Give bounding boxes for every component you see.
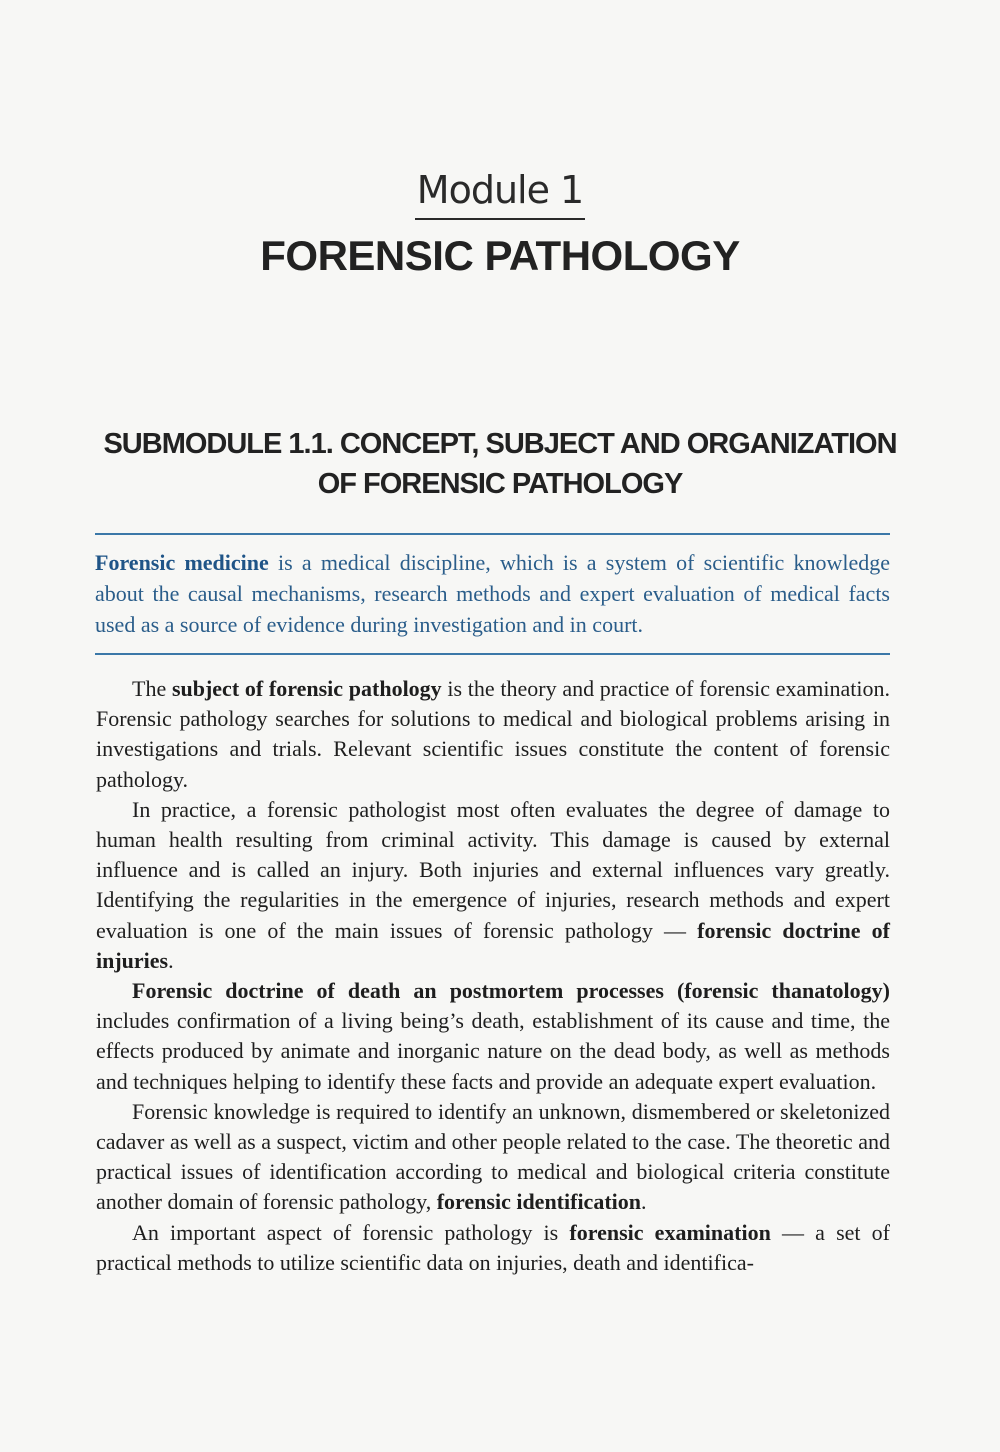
- definition-box: [95, 533, 890, 655]
- p3-post: includes confirmation of a living being’s death, establishment of its cause and time, the effects produced by animate and inorganic nature on the dead body, as well as methods and techniques helping to identify these facts and provide an adequate expert evaluation.: [96, 1008, 890, 1094]
- p4-pre: Forensic knowledge is required to identify an unknown, dismembered or skeletonized cadaver as well as a suspect, victim and other people related to the case. The theoretic and practical issues of identification according to medical and biological criteria constitute another domain of forensic pathology,: [96, 1098, 890, 1215]
- body-text: [96, 674, 890, 1278]
- definition-term: Forensic medicine: [95, 550, 269, 575]
- submodule-heading-line1: SUBMODULE 1.1. CONCEPT, SUBJECT AND ORGANIZATION: [103, 428, 897, 460]
- p1-bold: subject of forensic pathology: [171, 676, 442, 701]
- p4-bold: forensic identification: [436, 1189, 641, 1215]
- paragraph-examination: [96, 1218, 890, 1278]
- paragraph-identification: [96, 1097, 890, 1218]
- submodule-heading: [100, 424, 900, 504]
- p5-pre: An important aspect of forensic pathology is: [132, 1219, 570, 1245]
- p1-pre: The: [132, 676, 172, 701]
- module-title: FORENSIC PATHOLOGY: [260, 232, 740, 279]
- p2-post: .: [168, 947, 174, 973]
- paragraph-thanatology: [96, 976, 890, 1097]
- p4-post: .: [641, 1189, 647, 1215]
- paragraph-subject: [96, 674, 890, 795]
- definition-text: is a medical discipline, which is a system of scientific knowledge about the causal mechanisms, research methods and expert evaluation of medical facts used as a source of evidence during investigation and in court.: [95, 550, 890, 637]
- p5-bold: forensic examination: [569, 1219, 771, 1245]
- p3-bold: Forensic doctrine of death an postmortem processes (forensic thanatology): [132, 978, 890, 1004]
- submodule-heading-line2: OF FORENSIC PATHOLOGY: [317, 468, 683, 500]
- p1-post: is the theory and practice of forensic examination. Forensic pathology searches for solutions to medical and biological problems arising in investigations and trials. Relevant scientific issues constitute the content of forensic pathology.: [96, 676, 891, 792]
- module-label: [0, 168, 1000, 220]
- module-label-text: Module 1: [415, 168, 585, 220]
- paragraph-injuries: [96, 795, 890, 976]
- p2-bold: forensic doctrine of injuries: [96, 917, 890, 973]
- p2-pre: In practice, a forensic pathologist most often evaluates the degree of damage to human health resulting from criminal activity. This damage is caused by external influence and is called an injury. Both injuries and external influences vary greatly. Identifying the regularities in the emergence of injuries, research methods and expert evaluation is one of the main issues of forensic pathology —: [96, 796, 890, 943]
- p5-post: — a set of practical methods to utilize scientific data on injuries, death and identifica-: [96, 1219, 890, 1275]
